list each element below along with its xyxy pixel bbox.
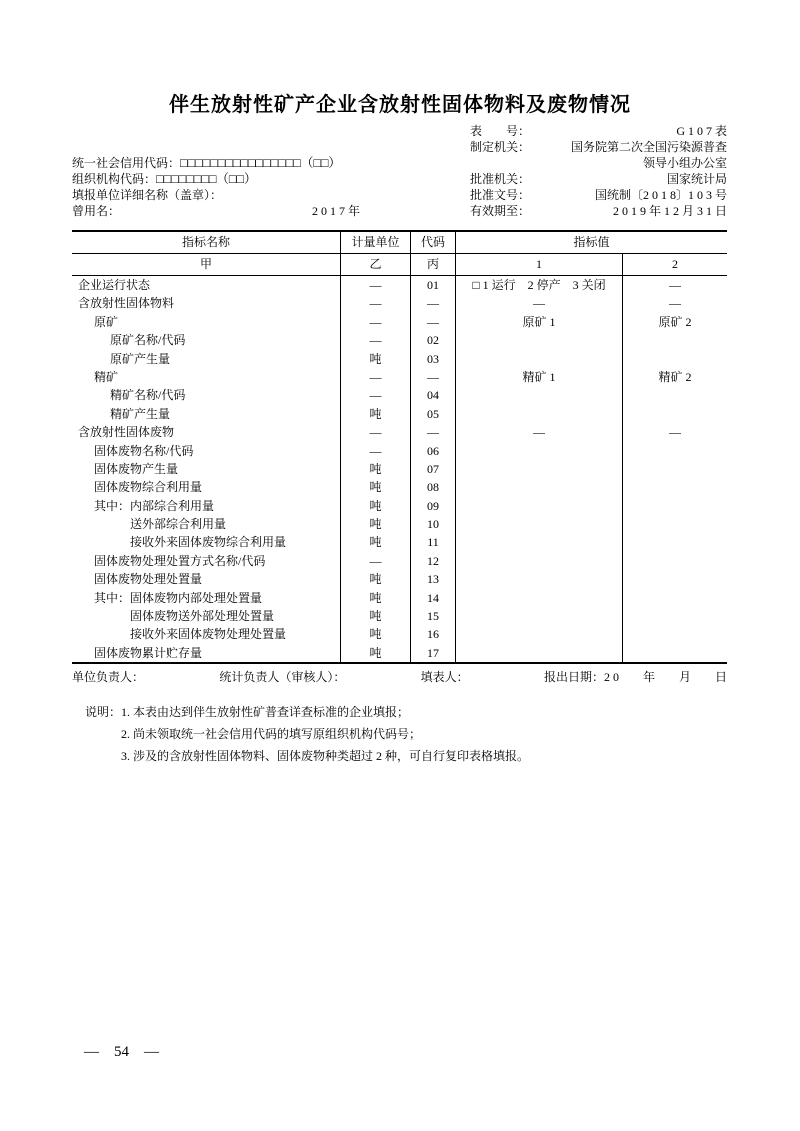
approver-value: 国家统计局 bbox=[666, 172, 727, 186]
indicator-name-cell: 含放射性固体废物 bbox=[78, 425, 175, 440]
indicator-name-cell: 送外部综合利用量 bbox=[130, 517, 227, 532]
value-2-cell bbox=[622, 552, 727, 570]
indicator-name-cell: 原矿 bbox=[94, 314, 119, 329]
header-row-1 bbox=[72, 123, 727, 139]
unit-cell: 吨 bbox=[340, 625, 410, 643]
code-cell: 05 bbox=[410, 405, 455, 423]
doc-no-label: 批准文号： bbox=[470, 188, 531, 202]
unit-cell: 吨 bbox=[340, 589, 410, 607]
indicator-name-cell: 固体废物处理处置量 bbox=[94, 572, 203, 587]
unit-cell: — bbox=[340, 331, 410, 349]
code-cell: — bbox=[410, 423, 455, 441]
unit-cell: — bbox=[340, 442, 410, 460]
approver-label: 批准机关： bbox=[470, 172, 531, 186]
notes-label: 说明： bbox=[85, 705, 122, 720]
code-cell: — bbox=[410, 313, 455, 331]
signature-row bbox=[72, 669, 727, 685]
table-row bbox=[72, 570, 727, 588]
value-2-cell bbox=[622, 478, 727, 496]
code-cell: 14 bbox=[410, 589, 455, 607]
table-row bbox=[72, 478, 727, 496]
table-body bbox=[72, 276, 727, 662]
value-2-cell bbox=[622, 644, 727, 662]
unit-cell: — bbox=[340, 423, 410, 441]
value-1-cell bbox=[455, 497, 622, 515]
code-cell: 04 bbox=[410, 386, 455, 404]
header-row-3 bbox=[72, 155, 727, 171]
note-item-1: 1. 本表由达到伴生放射性矿普查详查标准的企业填报； bbox=[121, 705, 410, 720]
code-cell: 06 bbox=[410, 442, 455, 460]
value-2-cell bbox=[622, 607, 727, 625]
table-row bbox=[72, 313, 727, 331]
value-1-cell bbox=[455, 533, 622, 551]
code-cell: 16 bbox=[410, 625, 455, 643]
indicator-name-cell: 原矿名称/代码 bbox=[110, 333, 186, 348]
valid-label: 有效期至： bbox=[470, 204, 531, 218]
page-number: — 54 — bbox=[84, 1044, 160, 1060]
table-row bbox=[72, 276, 727, 294]
code-cell: 08 bbox=[410, 478, 455, 496]
value-2-cell bbox=[622, 386, 727, 404]
indicator-name-cell: 精矿名称/代码 bbox=[110, 388, 186, 403]
value-2-cell bbox=[622, 570, 727, 588]
value-2-cell bbox=[622, 331, 727, 349]
table-row bbox=[72, 442, 727, 460]
header-row-4 bbox=[72, 171, 727, 187]
col-header-unit: 计量单位 bbox=[340, 232, 410, 253]
maker-label: 制定机关： bbox=[470, 140, 531, 154]
code-cell: 01 bbox=[410, 276, 455, 294]
indicator-name-cell: 精矿 bbox=[94, 369, 119, 384]
table-row bbox=[72, 497, 727, 515]
maker-value-line1: 国务院第二次全国污染源普查 bbox=[570, 140, 727, 154]
code-cell: 09 bbox=[410, 497, 455, 515]
table-row bbox=[72, 294, 727, 312]
notes-block bbox=[85, 701, 800, 767]
unit-cell: — bbox=[340, 552, 410, 570]
value-2-cell bbox=[622, 589, 727, 607]
subheader-col2: 2 bbox=[622, 254, 727, 275]
value-1-cell bbox=[455, 478, 622, 496]
indicator-name-cell: 原矿产生量 bbox=[110, 351, 171, 366]
code-cell: 17 bbox=[410, 644, 455, 662]
value-1-cell bbox=[455, 386, 622, 404]
table-row bbox=[72, 552, 727, 570]
table-row bbox=[72, 331, 727, 349]
unit-cell: — bbox=[340, 294, 410, 312]
value-1-cell bbox=[455, 625, 622, 643]
notes-items bbox=[121, 701, 529, 767]
report-year: 2 0 1 7 年 bbox=[311, 204, 360, 218]
table-row bbox=[72, 515, 727, 533]
indicator-name-cell: 企业运行状态 bbox=[78, 278, 151, 292]
indicator-name-cell: 含放射性固体物料 bbox=[78, 296, 175, 311]
unit-cell: 吨 bbox=[340, 570, 410, 588]
table-row bbox=[72, 386, 727, 404]
value-1-cell bbox=[455, 644, 622, 662]
unit-head-label: 单位负责人： bbox=[72, 670, 145, 685]
indicator-name-cell: 其中：内部综合利用量 bbox=[94, 498, 215, 513]
form-title: 伴生放射性矿产企业含放射性固体物料及废物情况 bbox=[169, 94, 631, 116]
indicator-name-cell: 固体废物累计贮存量 bbox=[94, 645, 203, 660]
subheader-bing: 丙 bbox=[410, 254, 455, 275]
value-2-cell: 精矿 2 bbox=[622, 368, 727, 386]
code-cell: 03 bbox=[410, 350, 455, 368]
code-cell: — bbox=[410, 368, 455, 386]
indicator-name-cell: 其中：固体废物内部处理处置量 bbox=[94, 590, 263, 605]
value-2-cell bbox=[622, 442, 727, 460]
code-cell: 11 bbox=[410, 533, 455, 551]
unit-cell: 吨 bbox=[340, 533, 410, 551]
value-1-cell bbox=[455, 607, 622, 625]
indicator-name-cell: 固体废物处理处置方式名称/代码 bbox=[94, 553, 266, 568]
table-row bbox=[72, 368, 727, 386]
value-1-cell bbox=[455, 552, 622, 570]
value-1-cell: □ 1 运行 2 停产 3 关闭 bbox=[455, 276, 622, 294]
value-2-cell bbox=[622, 533, 727, 551]
maker-value-line2: 领导小组办公室 bbox=[642, 156, 727, 170]
org-code-label: 组织机构代码： bbox=[72, 172, 157, 186]
value-1-cell bbox=[455, 405, 622, 423]
unit-cell: — bbox=[340, 368, 410, 386]
form-header bbox=[72, 123, 727, 219]
form-no-value: G 1 0 7 表 bbox=[676, 124, 727, 138]
value-1-cell: — bbox=[455, 294, 622, 312]
table-row bbox=[72, 625, 727, 643]
credit-code-boxes: □□□□□□□□□□□□□□□□（□□） bbox=[180, 156, 341, 170]
value-2-cell: 原矿 2 bbox=[622, 313, 727, 331]
header-row-6 bbox=[72, 203, 727, 219]
value-2-cell: — bbox=[622, 276, 727, 294]
unit-name-label: 填报单位详细名称（盖章）： bbox=[72, 188, 223, 202]
indicator-name-cell: 接收外来固体废物综合利用量 bbox=[130, 535, 287, 550]
subheader-yi: 乙 bbox=[340, 254, 410, 275]
note-item-2: 2. 尚未领取统一社会信用代码的填写原组织机构代码号； bbox=[121, 727, 422, 742]
col-header-name: 指标名称 bbox=[181, 235, 230, 249]
filler-label: 填表人： bbox=[420, 670, 469, 685]
code-cell: 10 bbox=[410, 515, 455, 533]
indicator-name-cell: 固体废物名称/代码 bbox=[94, 443, 194, 458]
unit-cell: 吨 bbox=[340, 607, 410, 625]
code-cell: — bbox=[410, 294, 455, 312]
indicator-name-cell: 固体废物综合利用量 bbox=[94, 480, 203, 495]
subheader-jia: 甲 bbox=[199, 257, 212, 271]
code-cell: 13 bbox=[410, 570, 455, 588]
code-cell: 07 bbox=[410, 460, 455, 478]
valid-value: 2 0 1 9 年 1 2 月 3 1 日 bbox=[612, 204, 727, 218]
value-2-cell: — bbox=[622, 423, 727, 441]
table-row bbox=[72, 350, 727, 368]
unit-cell: — bbox=[340, 313, 410, 331]
col-header-code: 代码 bbox=[410, 232, 455, 253]
table-row bbox=[72, 423, 727, 441]
credit-code-label: 统一社会信用代码： bbox=[72, 156, 181, 170]
subheader-col1: 1 bbox=[455, 254, 622, 275]
unit-cell: — bbox=[340, 386, 410, 404]
table-row bbox=[72, 533, 727, 551]
table-row bbox=[72, 607, 727, 625]
stat-head-label: 统计负责人（审核人）： bbox=[219, 670, 346, 685]
indicator-name-cell: 接收外来固体废物处理处置量 bbox=[130, 627, 287, 642]
indicator-name-cell: 精矿产生量 bbox=[110, 406, 171, 421]
value-1-cell bbox=[455, 331, 622, 349]
former-name-label: 曾用名： bbox=[72, 204, 121, 218]
code-cell: 12 bbox=[410, 552, 455, 570]
table-subheader-row bbox=[72, 254, 727, 276]
unit-cell: 吨 bbox=[340, 515, 410, 533]
value-2-cell bbox=[622, 350, 727, 368]
value-1-cell bbox=[455, 460, 622, 478]
table-row bbox=[72, 460, 727, 478]
table-header-row bbox=[72, 232, 727, 254]
doc-no-value: 国统制〔2 0 1 8〕1 0 3 号 bbox=[594, 188, 727, 202]
form-no-label: 表 号： bbox=[470, 124, 531, 138]
value-1-cell bbox=[455, 570, 622, 588]
org-code-boxes: □□□□□□□□（□□） bbox=[156, 172, 257, 186]
value-1-cell: 原矿 1 bbox=[455, 313, 622, 331]
value-2-cell bbox=[622, 497, 727, 515]
value-1-cell bbox=[455, 515, 622, 533]
value-2-cell bbox=[622, 625, 727, 643]
value-2-cell bbox=[622, 515, 727, 533]
unit-cell: 吨 bbox=[340, 497, 410, 515]
value-1-cell: — bbox=[455, 423, 622, 441]
indicators-table bbox=[72, 230, 727, 664]
value-2-cell bbox=[622, 460, 727, 478]
unit-cell: 吨 bbox=[340, 350, 410, 368]
indicator-name-cell: 固体废物产生量 bbox=[94, 461, 179, 476]
unit-cell: 吨 bbox=[340, 460, 410, 478]
value-1-cell: 精矿 1 bbox=[455, 368, 622, 386]
value-1-cell bbox=[455, 589, 622, 607]
unit-cell: 吨 bbox=[340, 478, 410, 496]
table-row bbox=[72, 405, 727, 423]
value-1-cell bbox=[455, 350, 622, 368]
unit-cell: — bbox=[340, 276, 410, 294]
report-date-label: 报出日期：2 0 年 月 日 bbox=[543, 670, 727, 685]
indicator-name-cell: 固体废物送外部处理处置量 bbox=[130, 609, 275, 624]
header-row-5 bbox=[72, 187, 727, 203]
unit-cell: 吨 bbox=[340, 644, 410, 662]
value-2-cell: — bbox=[622, 294, 727, 312]
note-item-3: 3. 涉及的含放射性固体物料、固体废物种类超过 2 种，可自行复印表格填报。 bbox=[121, 749, 530, 764]
table-row bbox=[72, 644, 727, 662]
unit-cell: 吨 bbox=[340, 405, 410, 423]
header-row-2 bbox=[72, 139, 727, 155]
code-cell: 02 bbox=[410, 331, 455, 349]
table-row bbox=[72, 589, 727, 607]
code-cell: 15 bbox=[410, 607, 455, 625]
value-2-cell bbox=[622, 405, 727, 423]
col-header-value: 指标值 bbox=[455, 232, 727, 253]
value-1-cell bbox=[455, 442, 622, 460]
